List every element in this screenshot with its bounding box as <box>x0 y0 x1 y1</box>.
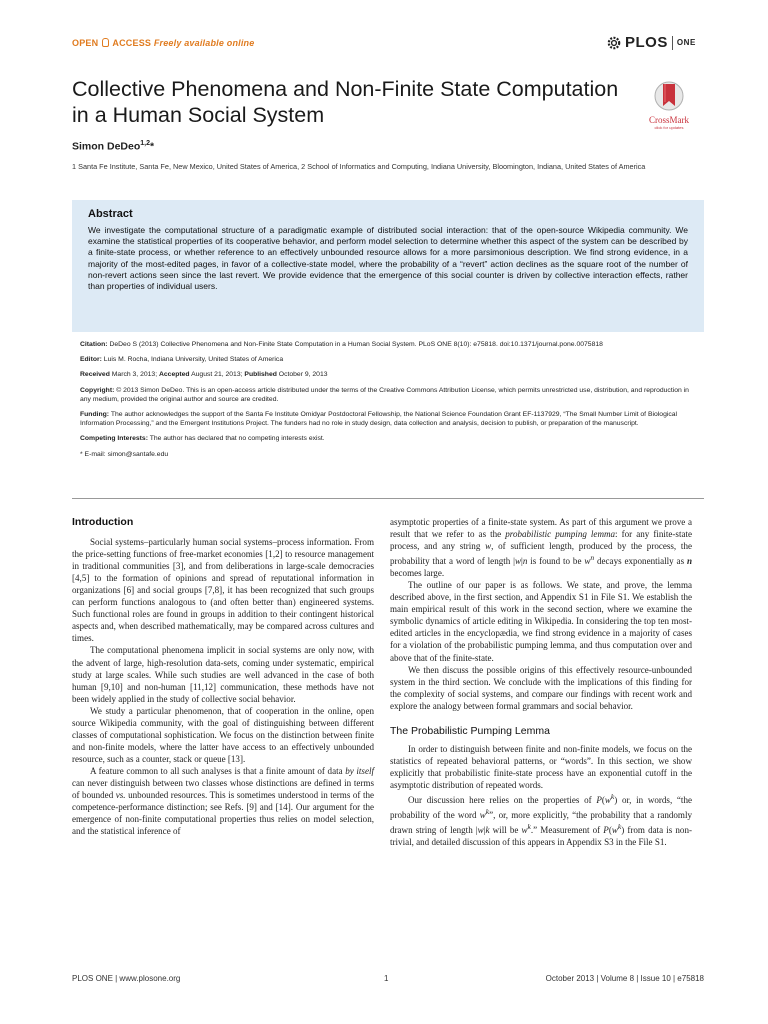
right-paragraph-1 <box>390 516 692 579</box>
math-var: n <box>522 556 528 567</box>
page-number: 1 <box>384 974 389 983</box>
math-superscript: n <box>590 553 595 563</box>
article-title: Collective Phenomena and Non-Finite State Computation in a Human Social System <box>72 77 619 127</box>
math-superscript: k <box>485 807 490 817</box>
right-paragraph-2: The outline of our paper is as follows. We state, and prove, the lemma described above, in the first section, and Appendix S1 in File S1. We establish the main empirical result of this work in the second section, where we examine the symbolic dynamics of article editing in Wikipedia. In considering the top ten most-edited articles in the encyclopædia, we find strong evidence in a majority of cases for a violation of the probabilistic pumping lemma, and thus computation over and above that of the finite-state. <box>390 580 692 663</box>
received-date: March 3, 2013; <box>111 371 158 379</box>
author-name: Simon DeDeo <box>72 140 141 153</box>
math-superscript: k <box>527 822 531 832</box>
crossmark-sublabel: click for updates <box>654 125 684 130</box>
journal-header <box>72 36 696 54</box>
math-var: P <box>596 795 602 806</box>
math-var: w <box>604 795 611 806</box>
math-var: P <box>603 825 609 836</box>
right-paragraph-3: We then discuss the possible origins of this effectively resource-unbounded system in the third section. We conclude with the implications of this finding for the complexity of social systems, and compare our findings with recent work and explore the analogy between formal grammars and social behavior. <box>390 664 692 711</box>
plos-gear-icon <box>606 35 622 51</box>
accepted-date: August 21, 2013; <box>191 371 243 379</box>
intro-paragraph-1: Social systems–particularly human social systems–process information. From the price-setting functions of free-market economies [1,2] to resource management in traditional communities [3], and from deliberations in large-scale democracies [4,5] to the formation of opinions and spread of reputational information in organizations [6] and social groups [7,8], it has been recognized that such groups can perform functions analogous to (and often better than) engineered systems. Such functional roles are found in groups in addition to their contingent historical aspects and, when described mathematically, may be compared across cultures and times. <box>72 537 374 644</box>
editor-line <box>80 355 690 364</box>
text-run: | <box>483 825 486 836</box>
received-label: Received <box>80 371 110 379</box>
text-run: unbounded resources. This is sometimes understood in terms of the competence-performance distinction; see Refs. [9] and [14]. Our argument for the emergence of non-finite computational properties thus relies on model selection, and the statistical inference of <box>72 790 375 837</box>
plos-one-logo <box>606 34 696 51</box>
one-wordmark: ONE <box>676 38 696 47</box>
competing-text: The author has declared that no competing interests exist. <box>149 435 325 443</box>
text-run: ( <box>608 825 612 836</box>
math-var: w <box>479 810 486 821</box>
math-var: w <box>485 541 492 552</box>
page-footer <box>72 974 704 986</box>
article-metadata <box>80 340 690 465</box>
text-run: .” Measurement of <box>530 825 604 836</box>
corresponding-mark: * <box>150 140 155 153</box>
published-label: Published <box>244 371 277 379</box>
text-run: decays exponentially as <box>594 556 687 567</box>
crossmark-icon <box>654 80 684 114</box>
intro-paragraph-3: We study a particular phenomenon, that of cooperation in the online, open source Wikipedia community, with the goal of distinguishing between different classes of computational sophistication. We focus on the distinction between finite and non-finite models, where the latter have access to an effectively unbounded resource, such as a counter, stack or queue [13]. <box>72 705 374 764</box>
competing-label: Competing Interests: <box>80 435 148 443</box>
text-run: A feature common to all such analyses is that a finite amount of data <box>90 765 346 776</box>
introduction-heading: Introduction <box>72 516 134 528</box>
math-var: w <box>611 825 618 836</box>
pumping-lemma-heading: The Probabilistic Pumping Lemma <box>390 724 550 737</box>
funding-text: The author acknowledges the support of the Santa Fe Institute Omidyar Postdoctoral Fellowship, the National Science Foundation Grant EF-1137929, “The Small Number Limit of Biological Information Processing,” and the Emergent Institutions Project. The funders had no role in study design, data collection and analysis, decision to publish, or preparation of the manuscript. <box>80 411 678 428</box>
copyright-line <box>80 386 690 404</box>
citation-text: DeDeo S (2013) Collective Phenomena and Non-Finite State Computation in a Human Social System. PLoS ONE 8(10): e75818. doi:10.1371/journal.pone.0075818 <box>109 341 603 348</box>
text-run: can never distinguish between two classes whose distinctions are defined in terms of bounded <box>72 777 374 801</box>
competing-line <box>80 434 690 443</box>
emphasis: probabilistic pumping lemma <box>505 529 616 540</box>
freely-available-label: Freely available online <box>153 38 255 48</box>
body-column-right <box>390 516 692 848</box>
open-access-banner <box>72 38 254 48</box>
funding-label: Funding: <box>80 411 110 419</box>
math-superscript: k <box>617 822 622 832</box>
published-date: October 9, 2013 <box>278 371 328 379</box>
crossmark-label: CrossMark <box>649 115 689 125</box>
text-run: is found to be <box>527 556 585 567</box>
text-run: , of sufficient length, produced by the process, the probability that a word of length | <box>390 541 692 567</box>
email-line: * E-mail: simon@santafe.edu <box>80 450 169 458</box>
logo-divider <box>672 36 673 50</box>
math-var: w <box>584 556 591 567</box>
open-lock-icon <box>102 38 109 47</box>
author-line <box>72 140 154 153</box>
text-run: ( <box>601 795 605 806</box>
footer-issue-info: October 2013 | Volume 8 | Issue 10 | e75818 <box>545 974 704 983</box>
abstract-text: We investigate the computational structure of a paradigmatic example of distributed social interaction: that of the open-source Wikipedia community. We examine the statistical properties of its cooperative behavior, and perform model selection to determine whether this aspect of the system can be described by a finite-state process, or whether reference to an effectively unbounded resource allows for a more parsimonious description. We find strong evidence, in a majority of the most-edited pages, in favor of a collective-state model, where the probability of a “revert” action declines as the square root of the number of non-revert actions seen since the last revert. We provide evidence that the emergence of this social counter is driven by collective interaction effects, rather than properties of individual users. <box>88 225 688 292</box>
copyright-text: © 2013 Simon DeDeo. This is an open-access article distributed under the terms of the Creative Commons Attribution License, which permits unrestricted use, distribution, and reproduction in any medium, provided the original author and source are credited. <box>80 386 689 403</box>
text-run: asymptotic properties of a finite-state system. As part of this argument we prove a result that we refer to as the <box>390 517 692 540</box>
right-paragraph-5 <box>390 791 692 848</box>
intro-paragraph-4 <box>72 765 374 837</box>
open-label: OPEN <box>72 38 99 48</box>
funding-line <box>80 410 690 428</box>
math-var: k <box>485 825 490 836</box>
text-run: will be <box>489 825 522 836</box>
crossmark-badge[interactable] <box>640 80 698 136</box>
math-var: n <box>686 556 692 567</box>
body-column-left <box>72 516 374 837</box>
math-var: w <box>477 825 484 836</box>
text-run: | <box>521 556 523 567</box>
citation-line <box>80 340 690 349</box>
intro-paragraph-2: The computational phenomena implicit in social systems are only now, with the advent of large, high-resolution data-sets, coming under systematic, empirical study at large scales. While such studies are well advanced in the case of both human [9,10] and non-human [11,12] communication, these methods have not been widely applied in the study of collective social behavior. <box>72 645 374 704</box>
text-run: ) or, in words, “the probability of the word <box>390 795 692 821</box>
emphasis: by itself <box>345 765 374 776</box>
citation-label: Citation: <box>80 341 108 348</box>
abstract-box <box>72 200 704 332</box>
plos-wordmark: PLOS <box>625 34 668 51</box>
footer-journal-link[interactable]: PLOS ONE | www.plosone.org <box>72 974 181 983</box>
text-run: ”, or, more explicitly, “the probability that a randomly drawn string of length | <box>390 810 692 836</box>
accepted-label: Accepted <box>158 371 190 379</box>
right-paragraph-4: In order to distinguish between finite and non-finite models, we focus on the statistics of repeated behavioral patterns, or “words”. In this section, we show explicitly that probabilistic finite-state process have an exponential cutoff in the asymptotic distribution of repeated words. <box>390 743 692 790</box>
text-run: becomes large. <box>390 568 445 579</box>
text-run: : for any finite-state process, and any string <box>390 529 692 552</box>
editor-text: Luis M. Rocha, Indiana University, United States of America <box>103 356 284 364</box>
emphasis: vs. <box>115 790 126 801</box>
access-label: ACCESS <box>112 38 152 48</box>
copyright-label: Copyright: <box>80 386 115 394</box>
dates-line <box>80 370 690 379</box>
author-affil-marks: 1,2 <box>140 140 150 147</box>
abstract-heading: Abstract <box>88 208 133 220</box>
editor-label: Editor: <box>80 356 102 364</box>
math-var: w <box>521 825 528 836</box>
text-run: ) from data is non-trivial, and detailed discussion of this appears in Appendix S3 in the File S1. <box>390 825 692 848</box>
math-superscript: k <box>610 792 615 801</box>
section-divider <box>72 498 704 499</box>
text-run: Our discussion here relies on the properties of <box>408 795 597 806</box>
affiliations: 1 Santa Fe Institute, Santa Fe, New Mexico, United States of America, 2 School of Informatics and Computing, Indiana University, Bloomington, Indiana, United States of America <box>72 162 646 171</box>
math-var: w <box>514 556 521 567</box>
